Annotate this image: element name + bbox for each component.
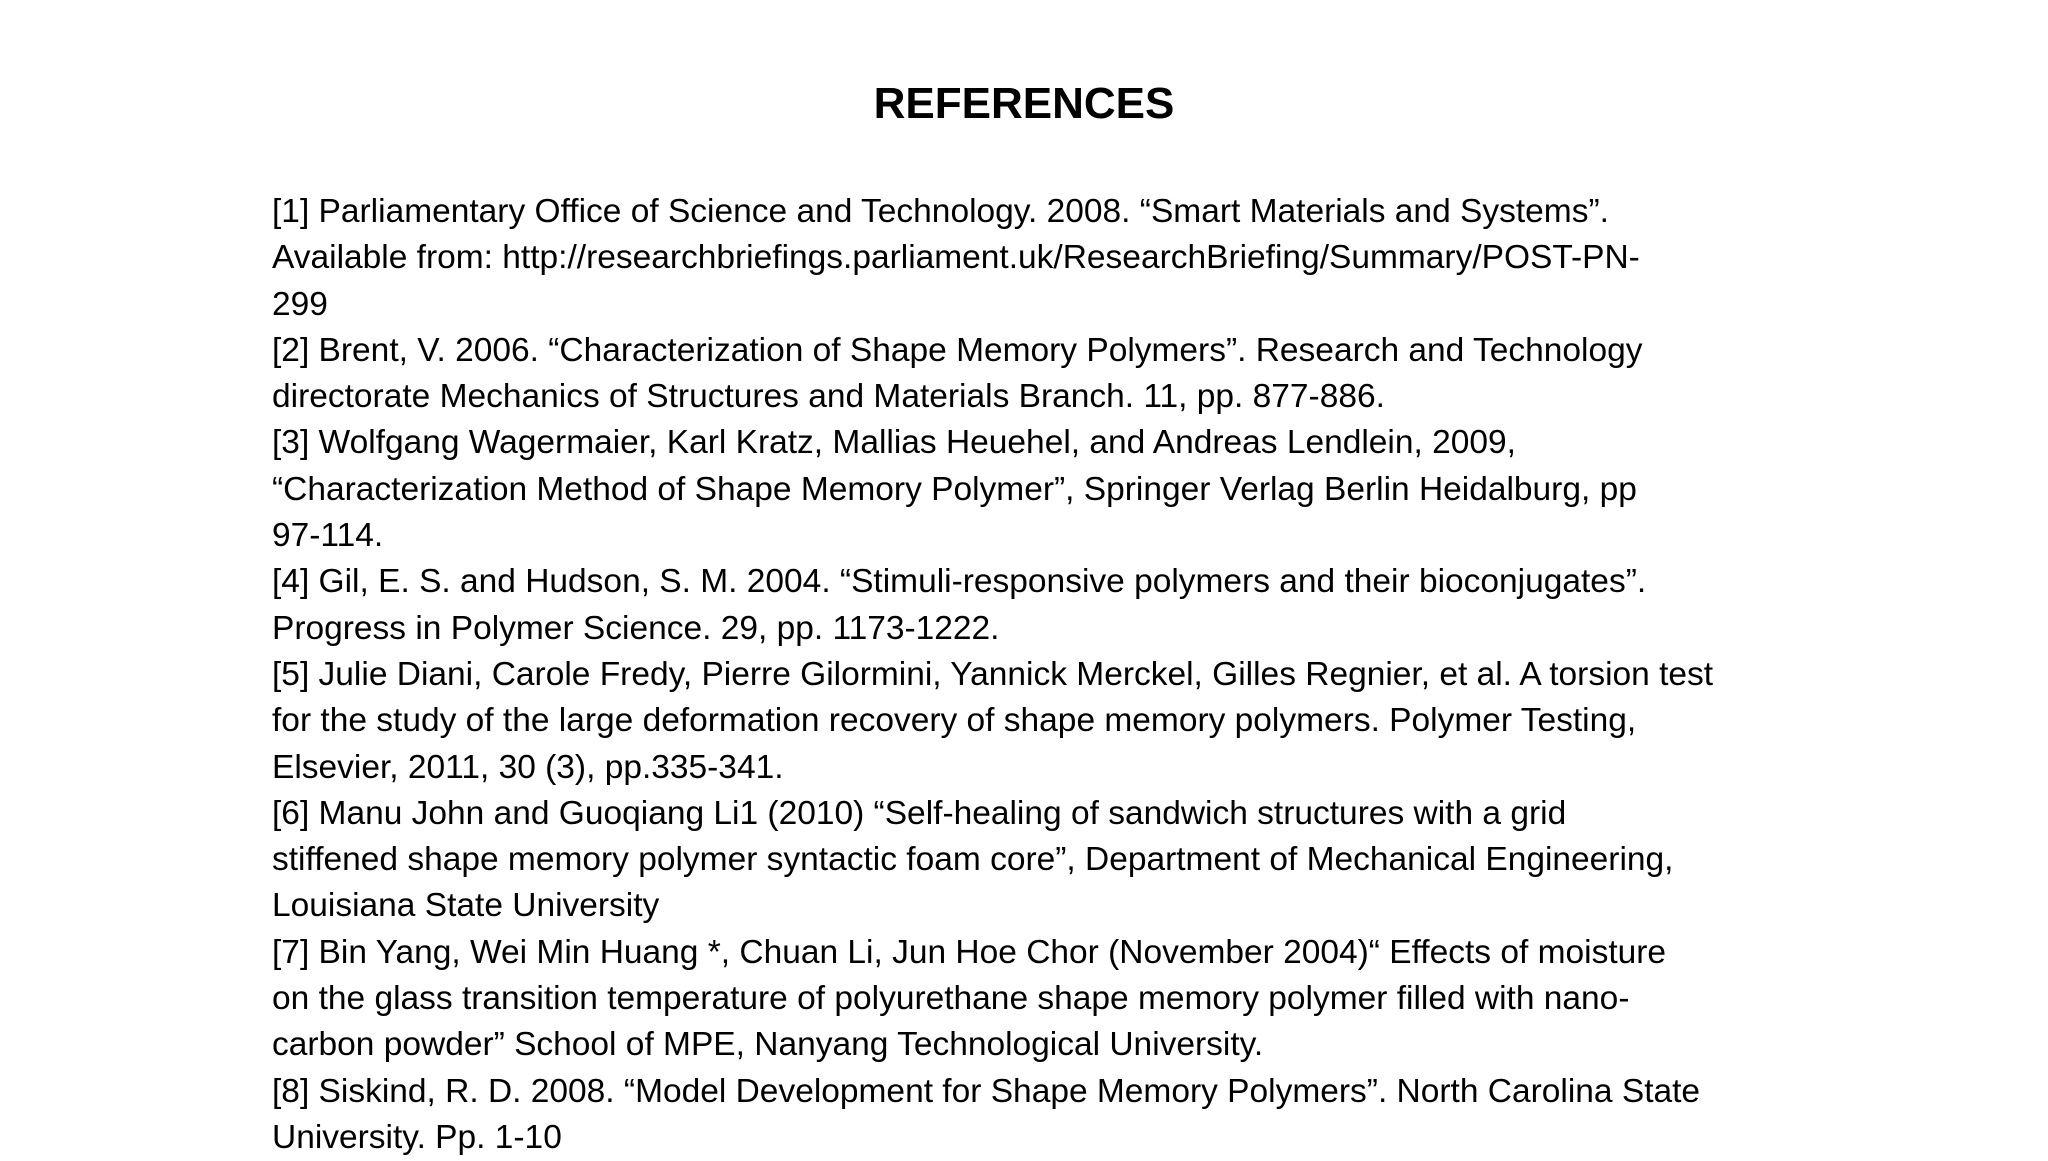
reference-item-7: [7] Bin Yang, Wei Min Huang *, Chuan Li, Jun Hoe Chor (November 2004)“ Effects of moisture on the glass transition temperature of polyurethane shape memory polymer filled with nano- carbon powder” School of MPE, Nanyang Technological University. <box>272 933 1667 1064</box>
reference-item-1: [1] Parliamentary Office of Science and Technology. 2008. “Smart Materials and Systems”. Available from: http://researchbriefings.parliament.uk/ResearchBriefing/Summary/POST-PN- 299 <box>272 193 1640 323</box>
reference-item-8: [8] Siskind, R. D. 2008. “Model Development for Shape Memory Polymers”. North Carolina State University. Pp. 1-10 <box>272 1072 1701 1156</box>
reference-list <box>272 189 1812 1161</box>
page-title: REFERENCES <box>873 79 1175 128</box>
reference-item-2: [2] Brent, V. 2006. “Characterization of Shape Memory Polymers”. Research and Technology directorate Mechanics of Structures and Materials Branch. 11, pp. 877-886. <box>272 331 1643 416</box>
reference-item-6: [6] Manu John and Guoqiang Li1 (2010) “Self-healing of sandwich structures with a grid stiffened shape memory polymer syntactic foam core”, Department of Mechanical Engineering, Louisiana State University <box>272 794 1674 925</box>
reference-item-4: [4] Gil, E. S. and Hudson, S. M. 2004. “Stimuli-responsive polymers and their bioconjugates”. Progress in Polymer Science. 29, pp. 1173-1222. <box>272 563 1647 647</box>
reference-item-5: [5] Julie Diani, Carole Fredy, Pierre Gilormini, Yannick Merckel, Gilles Regnier, et al. A torsion test for the study of the large deformation recovery of shape memory polymers. Polymer Testing, Elsevier, 2011, 30 (3), pp.335-341. <box>272 655 1714 786</box>
reference-item-3: [3] Wolfgang Wagermaier, Karl Kratz, Mallias Heuehel, and Andreas Lendlein, 2009, “Characterization Method of Shape Memory Polymer”, Springer Verlag Berlin Heidalburg, pp 97-114. <box>272 424 1637 555</box>
